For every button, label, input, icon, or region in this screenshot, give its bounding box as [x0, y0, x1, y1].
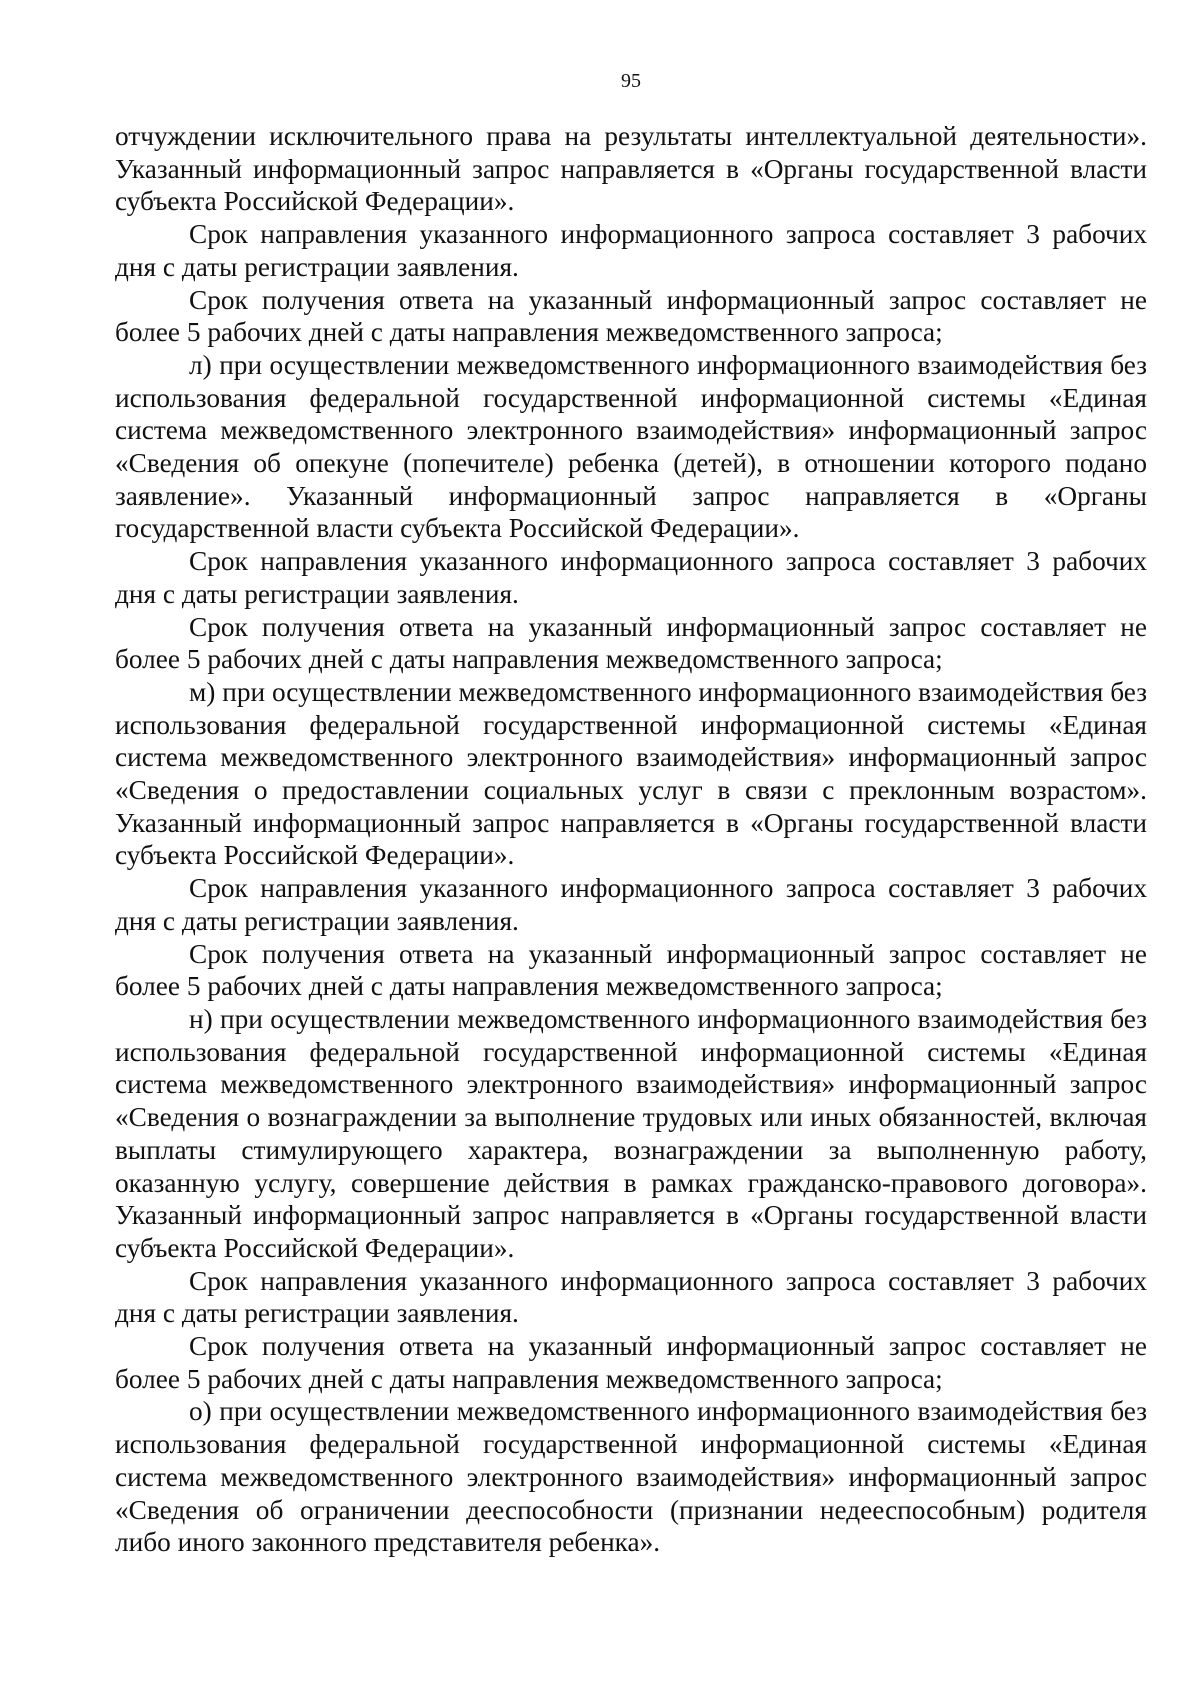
paragraph-item-n: н) при осуществлении межведомственного информационного взаимодействия без использования федеральной государственной информационной системы «Единая система межведомственного электронного взаимодействия» информационный запрос «Сведения о вознаграждении за выполнение трудовых или иных обязанностей, включая выплаты стимулирующего характера, вознаграждении за выполненную работу, оказанную услугу, совершение действия в рамках гражданско-правового договора». Указанный информационный запрос направляется в «Органы государственной власти субъекта Российской Федерации».	[115, 1003, 1147, 1263]
paragraph: Срок направления указанного информационного запроса составляет 3 рабочих дня с даты регистрации заявления.	[115, 219, 1147, 282]
paragraph: Срок направления указанного информационного запроса составляет 3 рабочих дня с даты регистрации заявления.	[115, 546, 1147, 609]
paragraph: Срок направления указанного информационного запроса составляет 3 рабочих дня с даты регистрации заявления.	[115, 873, 1147, 936]
paragraph-continued: отчуждении исключительного права на результаты интеллектуальной деятельности». Указанный информационный запрос направляется в «Органы государственной власти субъекта Российской Федерации».	[115, 121, 1147, 217]
paragraph: Срок получения ответа на указанный информационный запрос составляет не более 5 рабочих дней с даты направления межведомственного запроса;	[115, 938, 1147, 1002]
paragraph: Срок направления указанного информационного запроса составляет 3 рабочих дня с даты регистрации заявления.	[115, 1265, 1147, 1329]
body-text	[115, 120, 1147, 1559]
page-number: 95	[621, 70, 641, 92]
paragraph-item-m: м) при осуществлении межведомственного информационного взаимодействия без использования федеральной государственной информационной системы «Единая система межведомственного электронного взаимодействия» информационный запрос «Сведения о предоставлении социальных услуг в связи с преклонным возрастом». Указанный информационный запрос направляется в «Органы государственной власти субъекта Российской Федерации».	[115, 676, 1147, 871]
paragraph: Срок получения ответа на указанный информационный запрос составляет не более 5 рабочих дней с даты направления межведомственного запроса;	[115, 611, 1147, 675]
paragraph: Срок получения ответа на указанный информационный запрос составляет не более 5 рабочих дней с даты направления межведомственного запроса;	[115, 284, 1147, 348]
paragraph: Срок получения ответа на указанный информационный запрос составляет не более 5 рабочих дней с даты направления межведомственного запроса;	[115, 1331, 1147, 1394]
paragraph-item-l: л) при осуществлении межведомственного информационного взаимодействия без использования федеральной государственной информационной системы «Единая система межведомственного электронного взаимодействия» информационный запрос «Сведения об опекуне (попечителе) ребенка (детей), в отношении которого подано заявление». Указанный информационный запрос направляется в «Органы государственной власти субъекта Российской Федерации».	[115, 349, 1147, 544]
paragraph-item-o: о) при осуществлении межведомственного информационного взаимодействия без использования федеральной государственной информационной системы «Единая система межведомственного электронного взаимодействия» информационный запрос «Сведения об ограничении дееспособности (признании недееспособным) родителя либо иного законного представителя ребенка».	[115, 1396, 1147, 1558]
